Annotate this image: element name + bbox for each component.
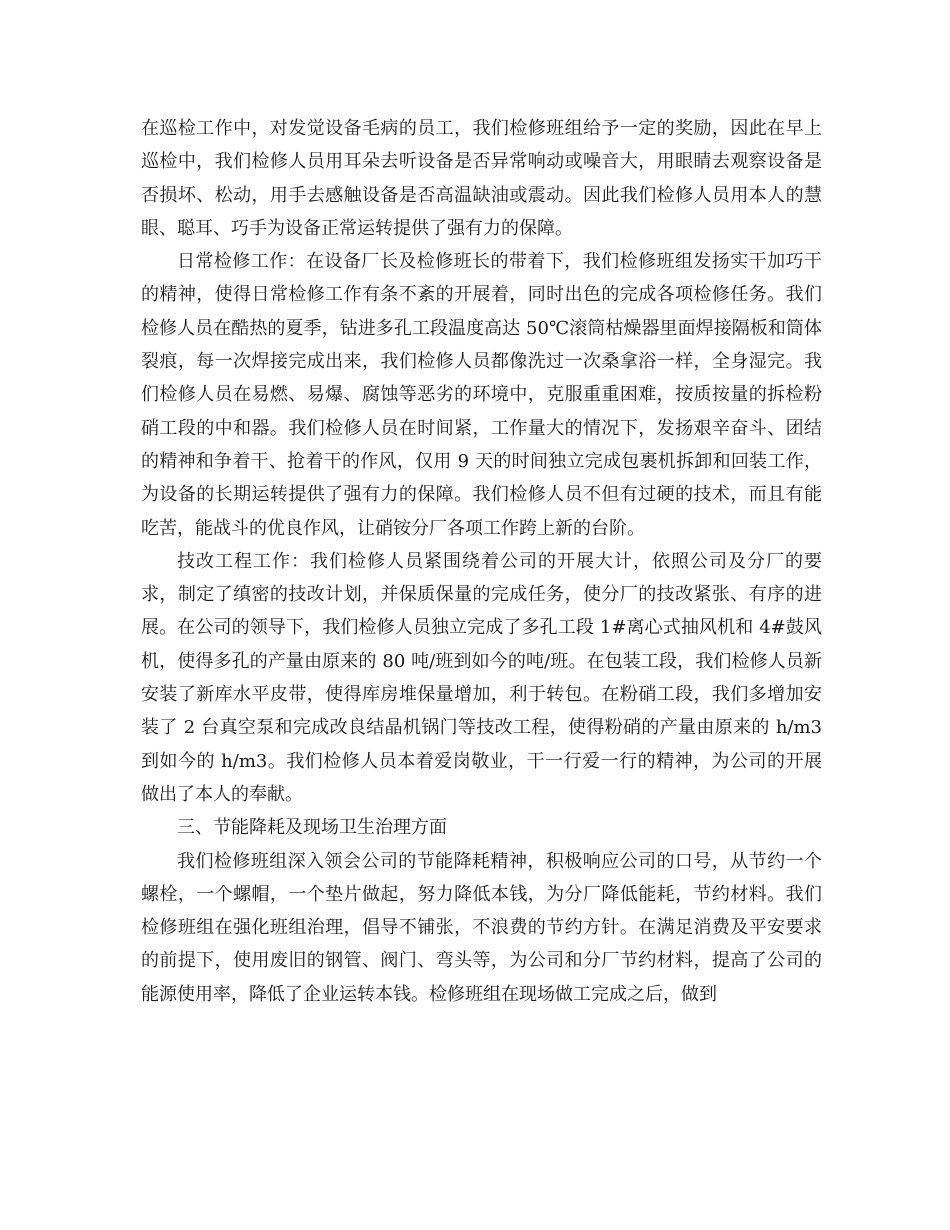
paragraph-inspection: 在巡检工作中，对发觉设备毛病的员工，我们检修班组给予一定的奖励，因此在早上巡检中，我们检修人员用耳朵去听设备是否异常响动或噪音大，用眼睛去观察设备是否损坏、松动，用手去感触设备是否高温缺油或震动。因此我们检修人员用本人的慧眼、聪耳、巧手为设备正常运转提供了强有力的保障。 <box>141 118 822 239</box>
paragraph-energy-saving: 我们检修班组深入领会公司的节能降耗精神，积极响应公司的口号，从节约一个螺栓，一个螺帽，一个垫片做起，努力降低本钱，为分厂降低能耗，节约材料。我们检修班组在强化班组治理，倡导不铺张，不浪费的节约方针。在满足消费及平安要求的前提下，使用废旧的钢管、阀门、弯头等，为公司和分厂节约材料，提高了公司的能源使用率，降低了企业运转本钱。检修班组在现场做工完成之后，做到 <box>141 850 822 1005</box>
paragraph-daily-maintenance: 日常检修工作：在设备厂长及检修班长的带着下，我们检修班组发扬实干加巧干的精神，使得日常检修工作有条不紊的开展着，同时出色的完成各项检修任务。我们检修人员在酷热的夏季，钻进多孔工段温度高达 50℃滚筒枯燥器里面焊接隔板和筒体裂痕，每一次焊接完成出来，我们检修人员都像洗过一次桑拿浴一样，全身湿完。我们检修人员在易燃、易爆、腐蚀等恶劣的环境中，克服重重困难，按质按量的拆检粉硝工段的中和器。我们检修人员在时间紧，工作量大的情况下，发扬艰辛奋斗、团结的精神和争着干、抢着干的作风，仅用 9 天的时间独立完成包裹机拆卸和回装工作，为设备的长期运转提供了强有力的保障。我们检修人员不但有过硬的技术，而且有能吃苦，能战斗的优良作风，让硝铵分厂各项工作跨上新的台阶。 <box>141 251 822 539</box>
document-body <box>141 112 822 1011</box>
paragraph-technical-renovation: 技改工程工作：我们检修人员紧围绕着公司的开展大计，依照公司及分厂的要求，制定了缜密的技改计划，并保质保量的完成任务，使分厂的技改紧张、有序的进展。在公司的领导下，我们检修人员独立完成了多孔工段 1#离心式抽风机和 4#鼓风机，使得多孔的产量由原来的 80 吨/班到如今的吨/班。在包装工段，我们检修人员新安装了新库水平皮带，使得库房堆保量增加，利于转包。在粉硝工段，我们多增加安装了 2 台真空泵和完成改良结晶机锅门等技改工程，使得粉硝的产量由原来的 h/m3 到如今的 h/m3。我们检修人员本着爱岗敬业，干一行爱一行的精神，为公司的开展做出了本人的奉献。 <box>141 550 822 805</box>
section-heading-energy-saving: 三、节能降耗及现场卫生治理方面 <box>177 817 447 839</box>
